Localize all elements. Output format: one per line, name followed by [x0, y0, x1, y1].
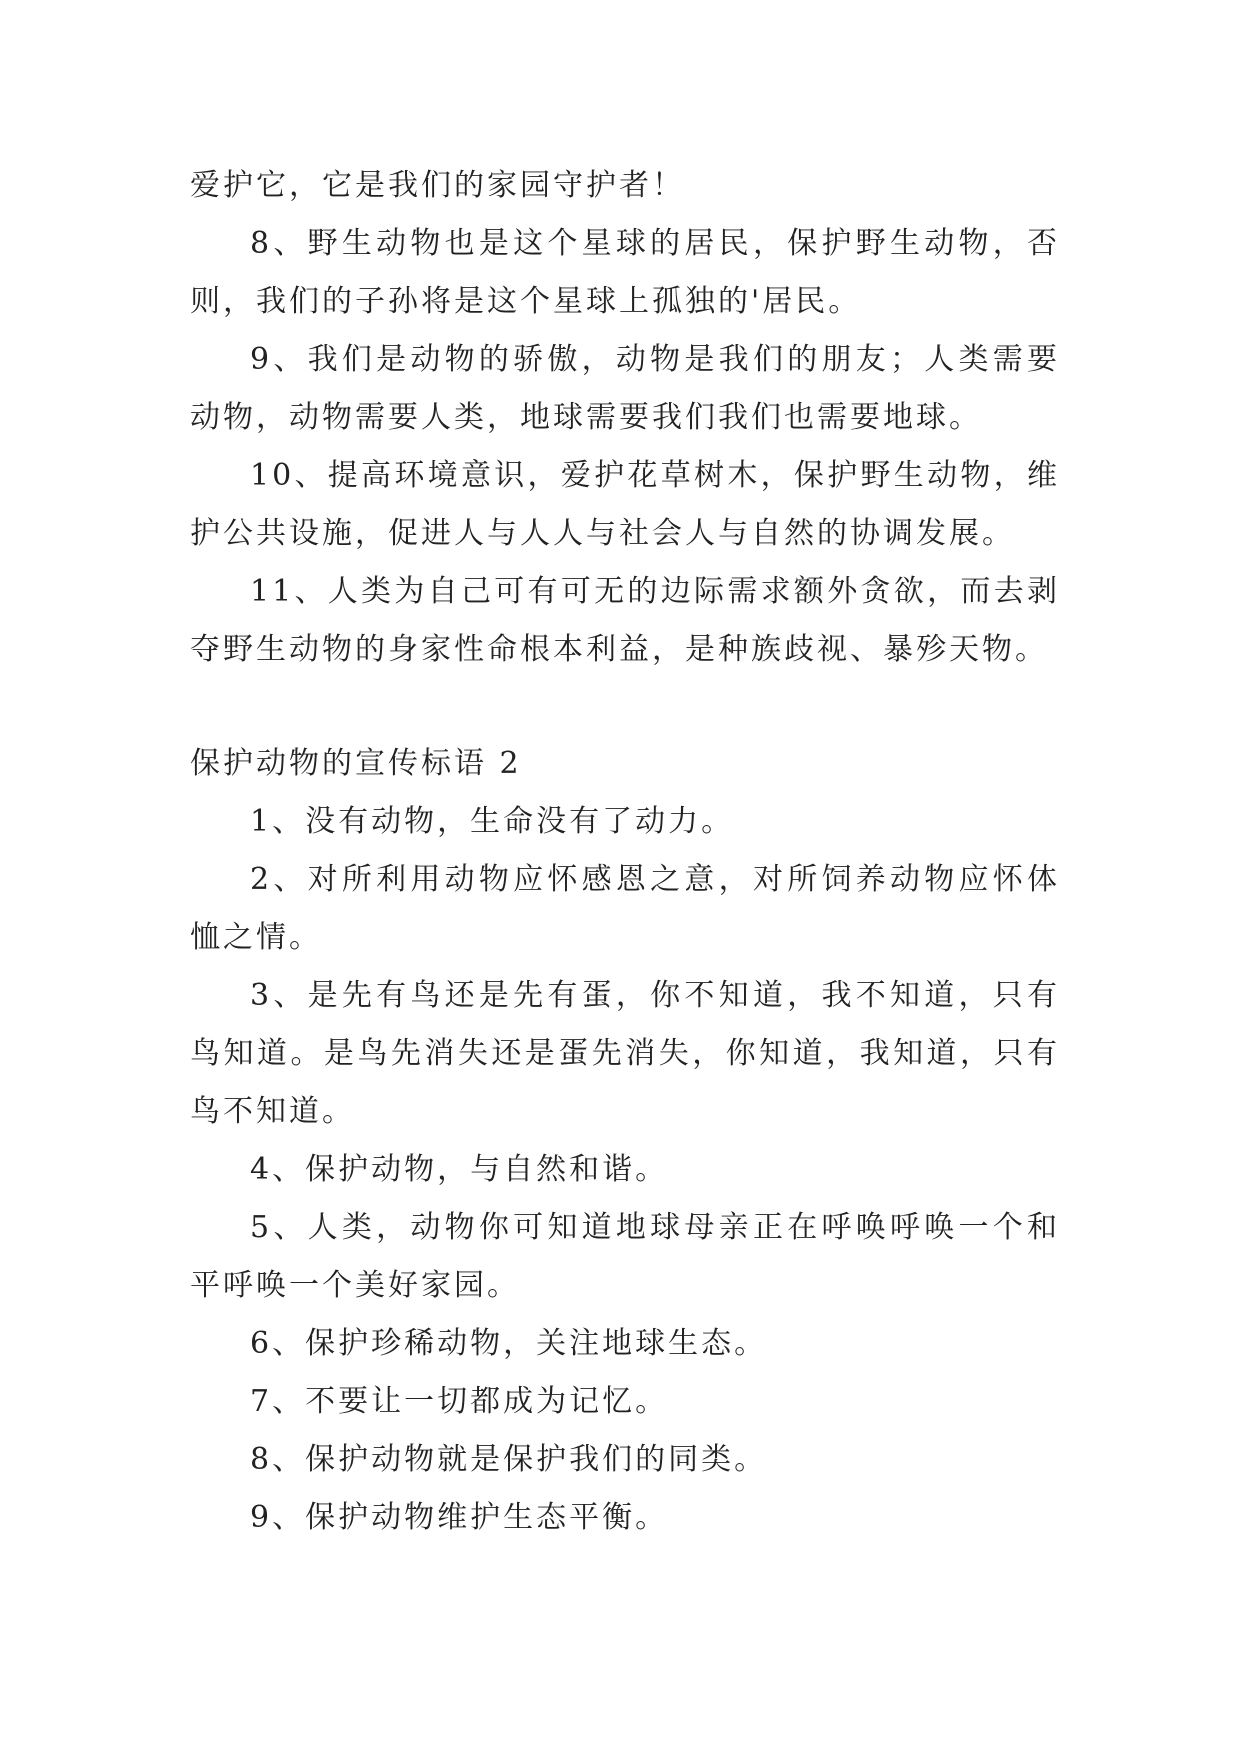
slogan-item: 9、我们是动物的骄傲，动物是我们的朋友；人类需要动物，动物需要人类，地球需要我们我们也需要地球。	[190, 342, 1060, 435]
slogan-item: 11、人类为自己可有可无的边际需求额外贪欲，而去剥夺野生动物的身家性命根本利益，是种族歧视、暴殄天物。	[190, 574, 1060, 667]
slogan-item: 9、保护动物维护生态平衡。	[250, 1500, 669, 1535]
slogan-item: 4、保护动物，与自然和谐。	[250, 1152, 669, 1187]
slogan-item: 5、人类，动物你可知道地球母亲正在呼唤呼唤一个和平呼唤一个美好家园。	[190, 1210, 1060, 1303]
slogan-item: 2、对所利用动物应怀感恩之意，对所饲养动物应怀体恤之情。	[190, 862, 1060, 955]
slogan-item: 3、是先有鸟还是先有蛋，你不知道，我不知道，只有鸟知道。是鸟先消失还是蛋先消失，你知道，我知道，只有鸟不知道。	[190, 978, 1060, 1129]
slogan-item: 8、保护动物就是保护我们的同类。	[250, 1442, 768, 1477]
slogan-item: 7、不要让一切都成为记忆。	[250, 1384, 669, 1419]
section-2	[190, 735, 1060, 1547]
slogan-item: 8、野生动物也是这个星球的居民，保护野生动物，否则，我们的子孙将是这个星球上孤独的'居民。	[190, 226, 1060, 319]
section-heading: 保护动物的宣传标语 2	[190, 746, 522, 781]
slogan-item: 1、没有动物，生命没有了动力。	[250, 804, 735, 839]
continuation-line: 爱护它，它是我们的家园守护者！	[190, 168, 685, 203]
section-1	[190, 157, 1060, 679]
slogan-item: 10、提高环境意识，爱护花草树木，保护野生动物，维护公共设施，促进人与人人与社会人与自然的协调发展。	[190, 458, 1060, 551]
slogan-item: 6、保护珍稀动物，关注地球生态。	[250, 1326, 768, 1361]
